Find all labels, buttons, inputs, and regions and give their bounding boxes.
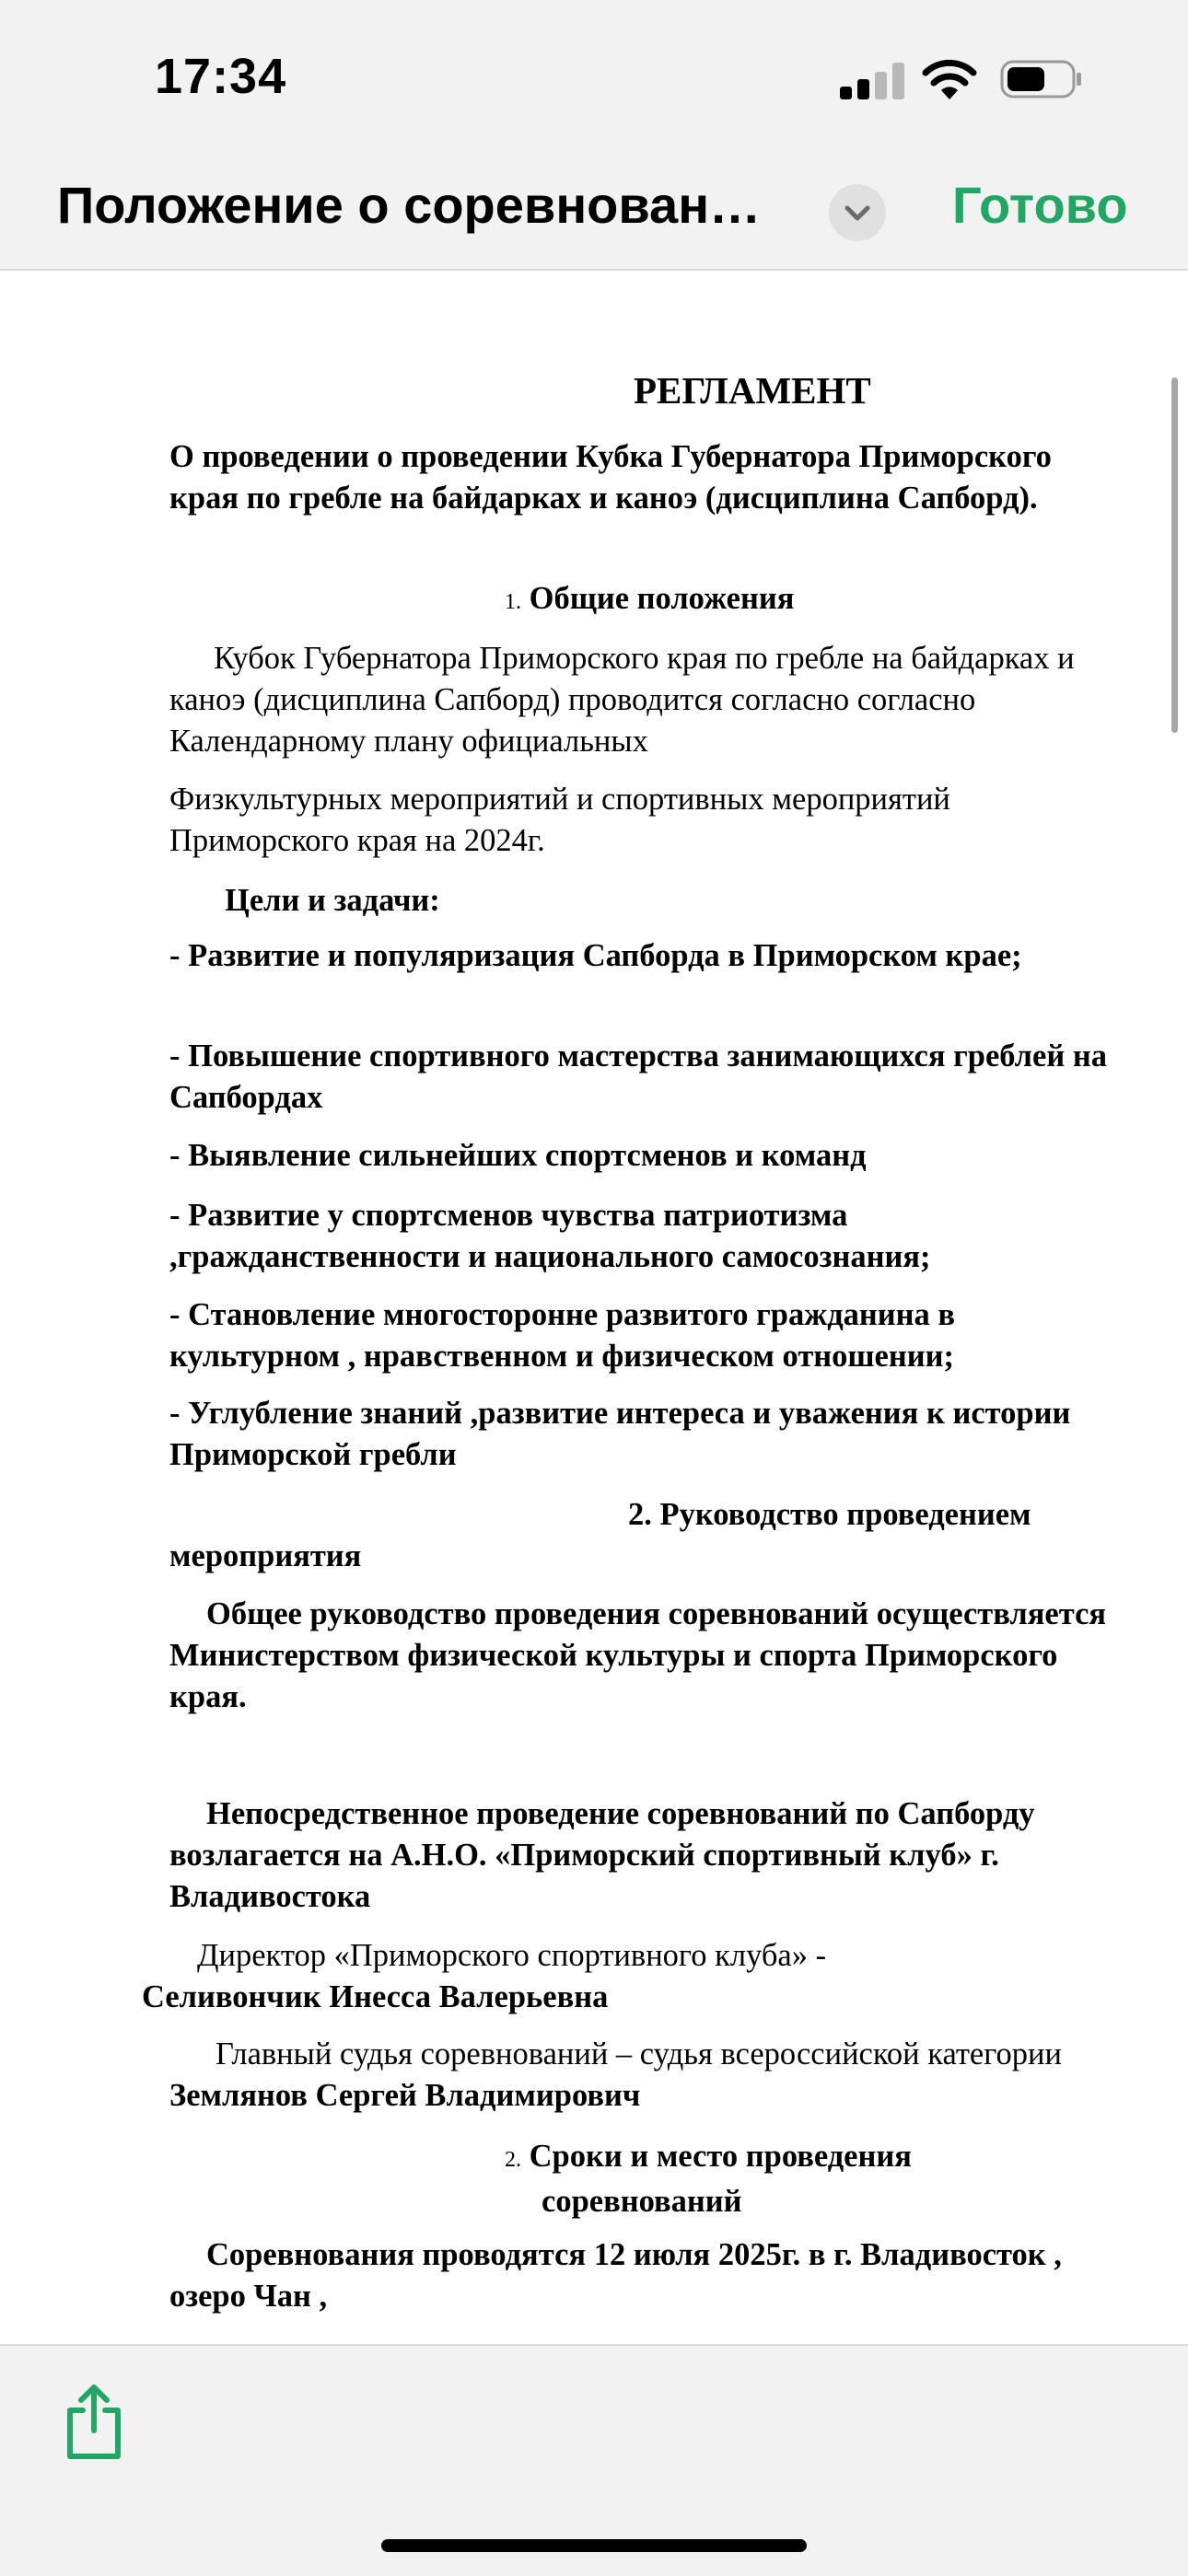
navigation-bar xyxy=(0,157,1188,271)
section-1-title: Общие положения xyxy=(529,581,795,616)
director-name: Селивончик Инесса Валерьевна xyxy=(142,1979,609,2014)
cellular-signal-icon xyxy=(840,63,906,99)
section-3-heading xyxy=(505,2136,1076,2222)
goal-item: - Повышение спортивного мастерства занимающихся греблей на Сапбордах xyxy=(169,1039,1107,1115)
battery-icon xyxy=(1000,59,1083,99)
document-viewer[interactable] xyxy=(0,271,1188,2344)
goals-title: Цели и задачи: xyxy=(225,883,440,918)
judge-label: Главный судья соревнований – судья всероссийской категории xyxy=(215,2036,1062,2071)
status-bar xyxy=(0,0,1188,157)
chevron-down-icon xyxy=(829,184,886,241)
title-menu-button[interactable] xyxy=(829,184,886,241)
section-3-title-cont: соревнований xyxy=(542,2184,742,2219)
paragraph-2: Физкультурных мероприятий и спортивных мероприятий Приморского края на 2024г. xyxy=(169,782,950,858)
director-label: Директор «Приморского спортивного клуба» - xyxy=(197,1938,827,1973)
section-1-number: 1. xyxy=(505,590,521,614)
section-3-title: Сроки и место проведения xyxy=(529,2139,912,2174)
scroll-indicator[interactable] xyxy=(1171,377,1178,733)
document-title[interactable]: Положение о соревнован… xyxy=(57,176,762,234)
wifi-icon xyxy=(921,55,978,101)
section-3-number: 2. xyxy=(505,2148,521,2172)
judge-name: Землянов Сергей Владимирович xyxy=(169,2078,641,2113)
done-button[interactable]: Готово xyxy=(952,176,1128,234)
section-2-heading-cont: мероприятия xyxy=(169,1538,362,1573)
intro-paragraph: О проведении о проведении Кубка Губернатора Приморского края по гребле на байдарках и каноэ (дисциплина Сапборд). xyxy=(169,439,1052,516)
document-heading: РЕГЛАМЕНТ xyxy=(634,369,871,412)
section-1-heading xyxy=(505,578,1057,623)
status-time: 17:34 xyxy=(155,49,287,104)
goal-item: - Выявление сильнейших спортсменов и команд xyxy=(169,1138,867,1173)
home-indicator[interactable] xyxy=(381,2539,807,2552)
share-icon[interactable] xyxy=(61,2383,127,2462)
goal-item: - Развитие у спортсменов чувства патриотизма ,гражданственности и национального самосознания; xyxy=(169,1198,931,1274)
section-2-heading: 2. Руководство проведением xyxy=(628,1497,1031,1532)
paragraph-4: Непосредственное проведение соревнований по Сапборду возлагается на А.Н.О. «Приморский спортивный клуб» г. Владивостока xyxy=(169,1796,1035,1914)
director-line xyxy=(142,1935,1109,2018)
paragraph-5: Соревнования проводятся 12 июля 2025г. в г. Владивосток , озеро Чан , xyxy=(169,2237,1062,2314)
paragraph-3: Общее руководство проведения соревнований осуществляется Министерством физической культуры и спорта Приморского края. xyxy=(169,1596,1107,1714)
goal-item: - Развитие и популяризация Сапборда в Приморском крае; xyxy=(169,938,1022,973)
paragraph-1: Кубок Губернатора Приморского края по гребле на байдарках и каноэ (дисциплина Сапборд) проводится согласно согласно Календарному плану официальных xyxy=(169,641,1075,759)
goal-item: - Становление многосторонне развитого гражданина в культурном , нравственном и физическом отношении; xyxy=(169,1297,956,1374)
goal-item: - Углубление знаний ,развитие интереса и уважения к истории Приморской гребли xyxy=(169,1396,1071,1472)
judge-line xyxy=(169,2034,1109,2117)
